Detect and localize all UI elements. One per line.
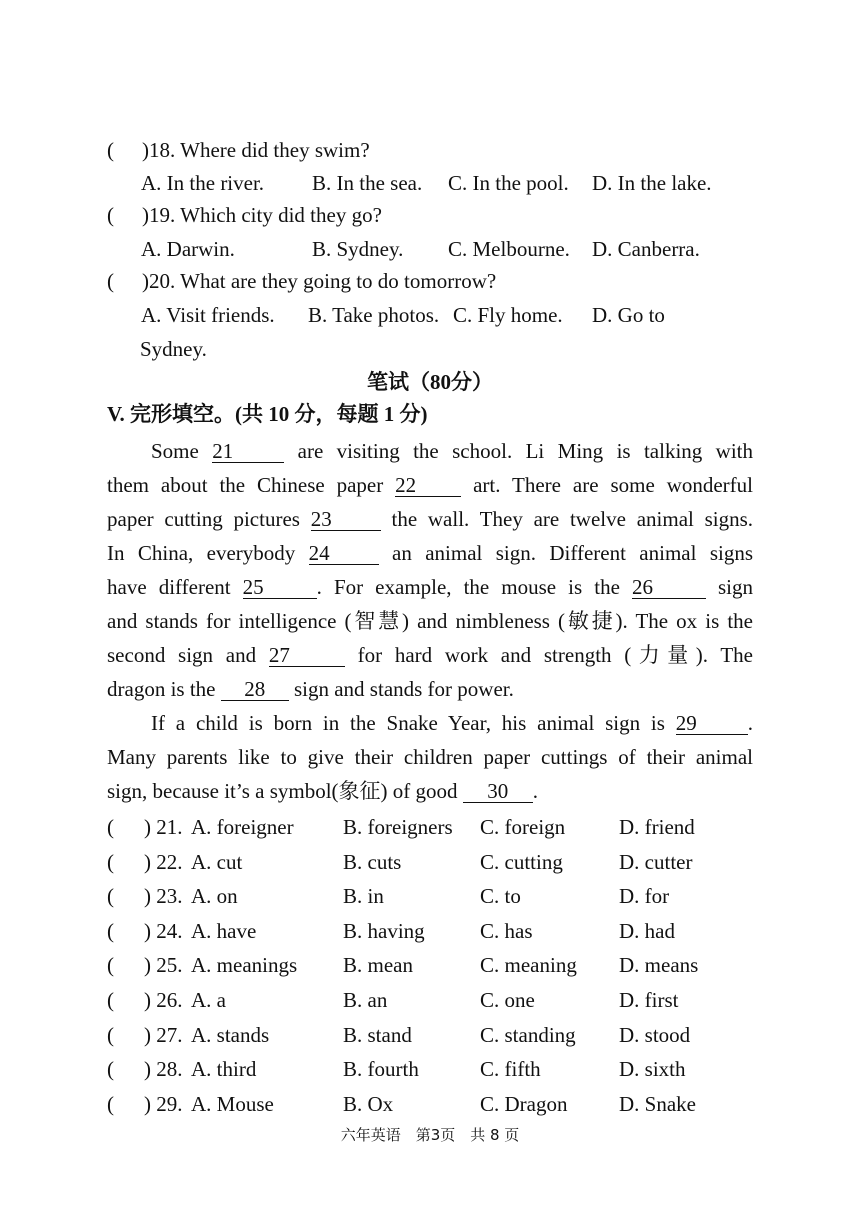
option-b: B. stand: [343, 1022, 412, 1047]
option-c: C. has: [480, 918, 533, 943]
answer-paren: (: [107, 1091, 114, 1116]
option-d: D. means: [619, 953, 699, 978]
choice-number: ) 22.: [144, 849, 183, 874]
option-a: A. Visit friends.: [141, 303, 275, 327]
answer-paren: (: [107, 953, 114, 978]
option-b: B. foreigners: [343, 815, 453, 839]
blank-24: 24: [309, 542, 379, 565]
section-heading: [107, 399, 427, 429]
option-b: B. having: [343, 918, 425, 943]
passage-line: dragon is the 28 sign and stands for power.: [107, 677, 514, 701]
option-b: B. cuts: [343, 849, 402, 874]
option-a: A. Mouse: [191, 1091, 274, 1116]
option-c: C. to: [480, 884, 521, 909]
option-a: A. meanings: [191, 953, 298, 978]
choice-number: ) 23.: [144, 884, 183, 909]
blank-21: 21: [212, 440, 284, 463]
option-d: D. In the lake.: [592, 171, 712, 195]
passage-line: In China, everybody 24 an animal sign. Different animal signs: [107, 541, 754, 565]
question-number: 18.: [149, 138, 176, 162]
option-c: C. In the pool.: [448, 171, 569, 195]
passage-line: sign, because it’s a symbol(象征) of good 30 .: [107, 779, 539, 803]
blank-22: 22: [395, 474, 461, 497]
blank-23: 23: [311, 508, 381, 531]
section-title: 完形填空。(共 10 分，每题 1 分): [129, 402, 428, 426]
option-b: B. Take photos.: [308, 303, 440, 327]
blank-25: 25: [243, 576, 317, 599]
question-19: ( )19. Which city did they go?: [107, 203, 382, 227]
passage-line: paper cutting pictures 23 the wall. They are twelve animal signs.: [107, 507, 754, 531]
answer-paren: (: [107, 1057, 114, 1082]
option-b: B. Ox: [343, 1091, 394, 1116]
option-d: D. had: [619, 918, 675, 943]
choice-number: ) 26.: [144, 988, 183, 1012]
option-a: A. third: [191, 1057, 257, 1082]
option-a: A. stands: [191, 1022, 270, 1047]
option-c: C. meaning: [480, 953, 577, 978]
option-d: D. for: [619, 884, 670, 909]
option-d: D. stood: [619, 1022, 691, 1047]
option-d: D. cutter: [619, 849, 693, 874]
question-text: Which city did they go?: [180, 203, 382, 227]
option-a: A. foreigner: [191, 815, 294, 839]
passage-line: Some 21 are visiting the school. Li Ming is talking with: [151, 439, 754, 463]
option-b: B. In the sea.: [312, 171, 423, 195]
option-d: D. Snake: [619, 1091, 696, 1116]
option-c: C. standing: [480, 1022, 576, 1047]
passage-line: them about the Chinese paper 22 art. There are some wonderful: [107, 473, 754, 497]
choice-number: ) 29.: [144, 1091, 183, 1116]
question-text: Where did they swim?: [180, 138, 370, 162]
section-roman: V.: [107, 402, 125, 426]
option-d: D. first: [619, 988, 679, 1012]
option-c: C. Dragon: [480, 1091, 568, 1116]
option-b: B. mean: [343, 953, 413, 978]
option-d-continued: Sydney.: [140, 337, 207, 361]
option-d: D. Go to: [592, 303, 665, 327]
option-a: A. a: [191, 988, 226, 1012]
option-a: A. on: [191, 884, 238, 909]
question-18: ( )18. Where did they swim?: [107, 138, 370, 162]
option-c: C. Melbourne.: [448, 237, 570, 261]
answer-paren: (: [107, 269, 114, 293]
answer-paren: (: [107, 884, 114, 909]
choice-number: ) 21.: [144, 815, 183, 839]
answer-paren: (: [107, 815, 114, 839]
choice-number: ) 25.: [144, 953, 183, 978]
passage-line: have different 25 . For example, the mouse is the 26 sign: [107, 575, 753, 599]
option-a: A. cut: [191, 849, 243, 874]
passage-line: second sign and 27 for hard work and strength (力量). The: [107, 643, 753, 667]
option-c: C. foreign: [480, 815, 566, 839]
passage-line: Many parents like to give their children paper cuttings of their animal: [107, 745, 753, 769]
option-a: A. In the river.: [141, 171, 265, 195]
answer-paren: (: [107, 988, 114, 1012]
option-b: B. fourth: [343, 1057, 419, 1082]
answer-paren: (: [107, 138, 114, 162]
option-b: B. Sydney.: [312, 237, 404, 261]
choice-number: ) 24.: [144, 918, 183, 943]
blank-27: 27: [269, 644, 345, 667]
option-c: C. fifth: [480, 1057, 541, 1082]
answer-paren: (: [107, 203, 114, 227]
blank-26: 26: [632, 576, 706, 599]
blank-29: 29: [676, 712, 748, 735]
answer-paren: (: [107, 1022, 114, 1047]
question-text: What are they going to do tomorrow?: [180, 269, 497, 293]
written-section-title: 笔试（80分）: [367, 370, 493, 394]
option-c: C. one: [480, 988, 535, 1012]
blank-28: 28: [221, 678, 289, 701]
passage-line: and stands for intelligence (智慧) and nimbleness (敏捷). The ox is the: [107, 609, 753, 633]
option-d: D. sixth: [619, 1057, 686, 1082]
answer-paren: (: [107, 849, 114, 874]
question-20: ( )20. What are they going to do tomorrow?: [107, 269, 497, 293]
option-c: C. cutting: [480, 849, 563, 874]
option-b: B. an: [343, 988, 388, 1012]
option-d: D. Canberra.: [592, 237, 700, 261]
choice-number: ) 27.: [144, 1022, 183, 1047]
option-c: C. Fly home.: [453, 303, 563, 327]
question-number: 20.: [149, 269, 176, 293]
blank-30: 30: [463, 780, 533, 803]
option-a: A. have: [191, 918, 257, 943]
answer-paren: (: [107, 918, 114, 943]
page-footer: 六年英语 第3页 共 8 页: [340, 1126, 520, 1144]
option-d: D. friend: [619, 815, 695, 839]
passage-line: If a child is born in the Snake Year, his animal sign is 29 .: [151, 711, 754, 735]
question-number: 19.: [149, 203, 176, 227]
choice-number: ) 28.: [144, 1057, 183, 1082]
option-a: A. Darwin.: [141, 237, 235, 261]
option-b: B. in: [343, 884, 384, 909]
